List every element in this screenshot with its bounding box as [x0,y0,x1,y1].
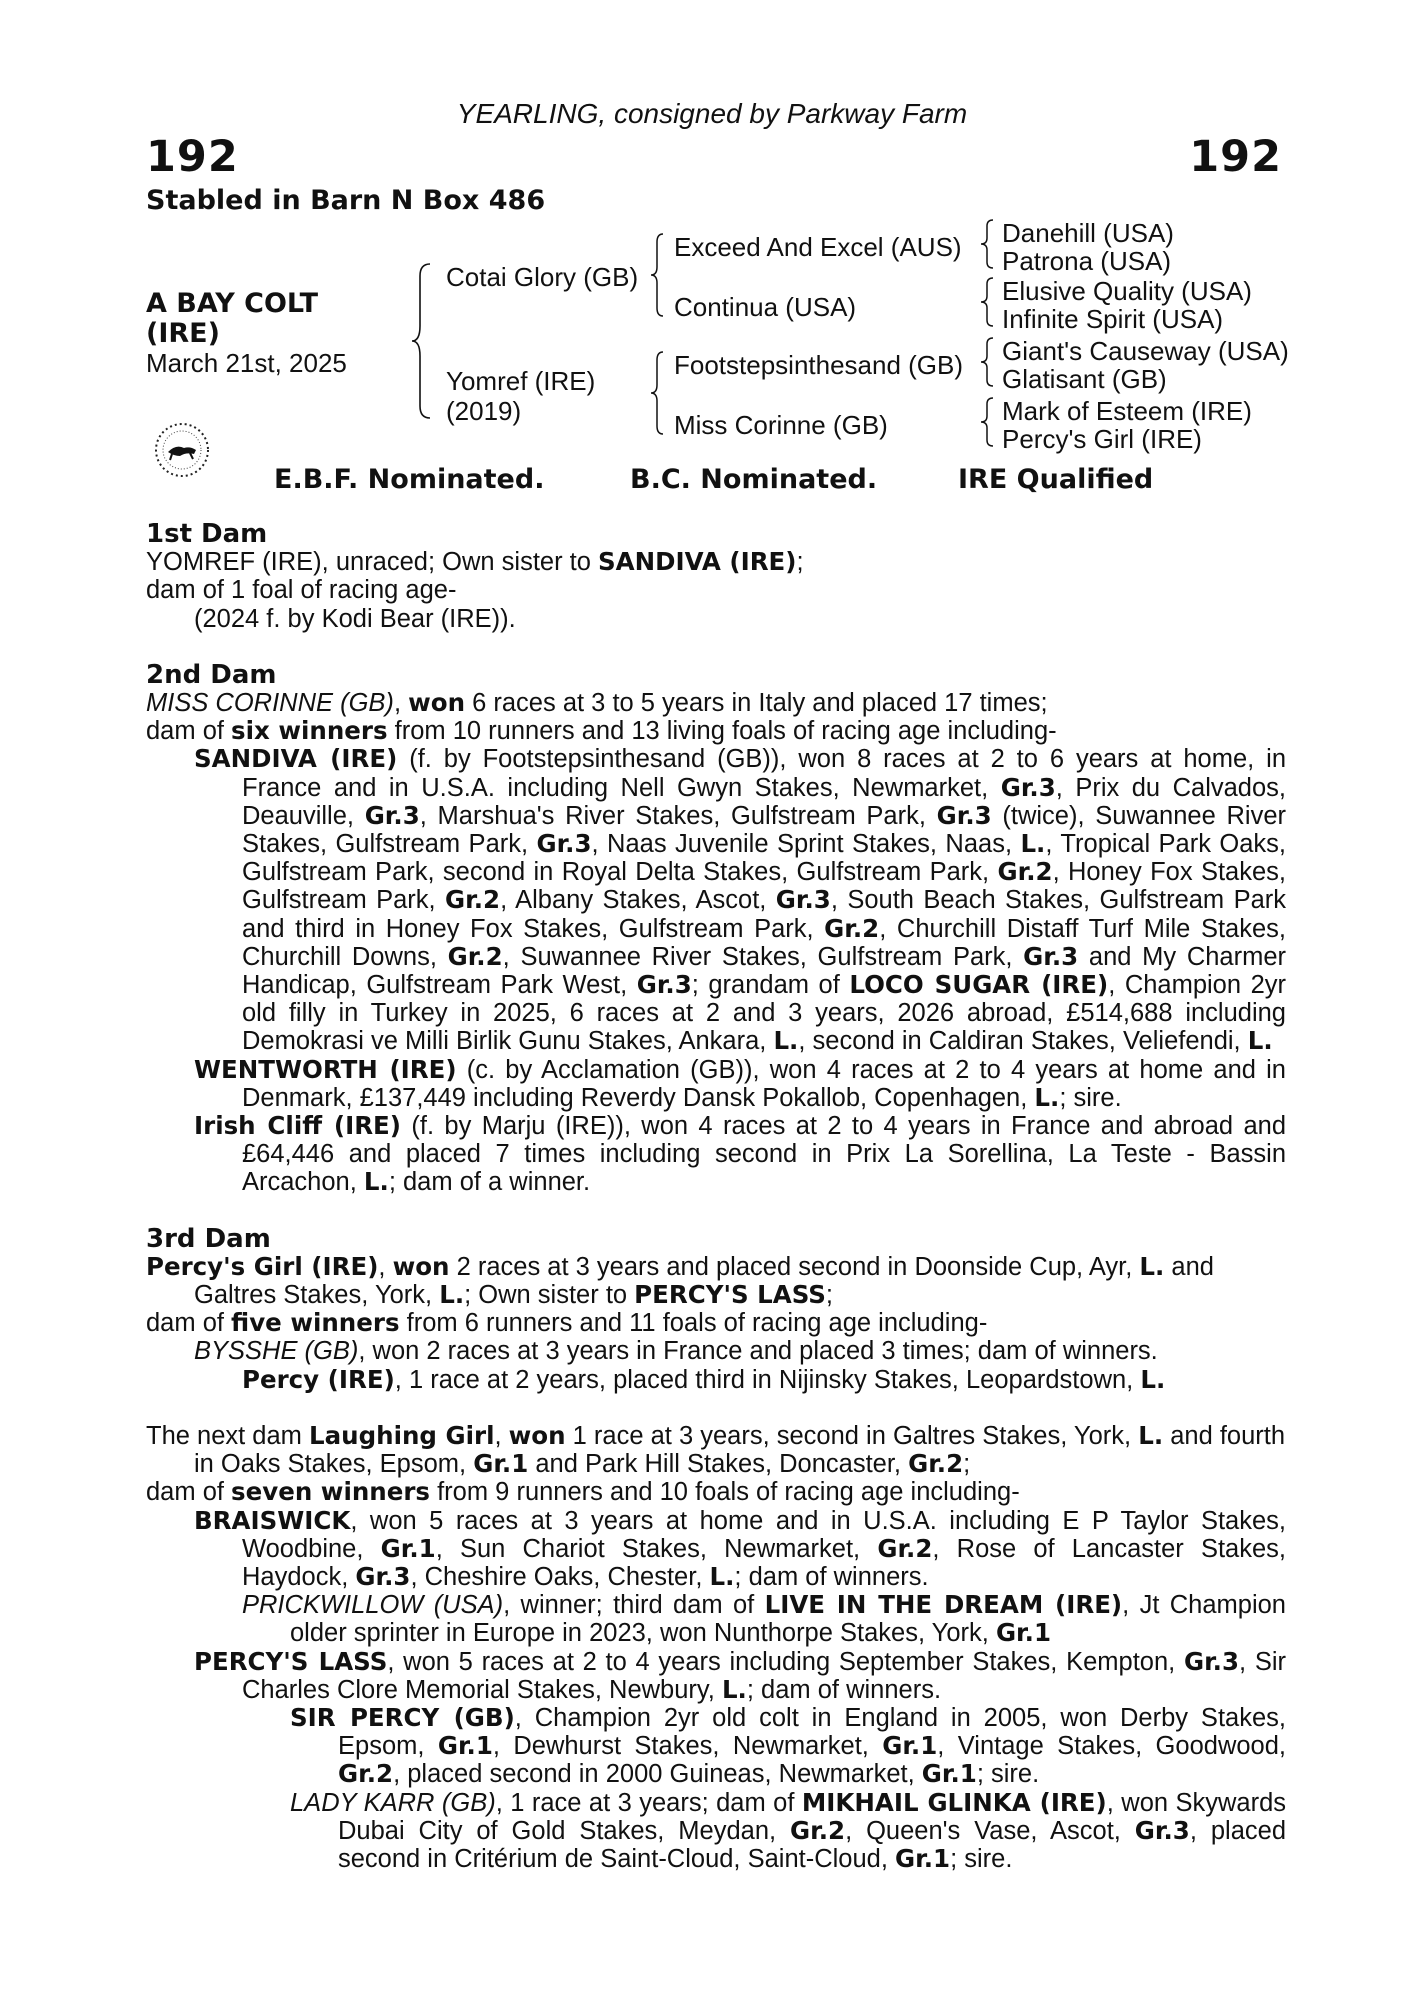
pedigree-gen3-4: Infinite Spirit (USA) [1002,304,1224,334]
pedigree-sire-dam: Continua (USA) [674,292,857,322]
pedigree-brace-main [410,262,432,425]
pedigree-dam-year: (2019) [446,396,522,426]
lot-number-left: 192 [146,132,239,182]
second-dam-produce: dam of six winners from 10 runners and 13 living foals of racing age including- [146,716,1057,746]
pedigree-brace-sire [650,232,664,323]
pedigree-gen3-2: Patrona (USA) [1002,246,1172,276]
catalogue-body [146,520,1286,1873]
first-dam-line: YOMREF (IRE), unraced; Own sister to SANDIVA (IRE); [146,547,804,577]
first-dam-foal: (2024 f. by Kodi Bear (IRE)). [194,604,516,633]
produce-entry-percy: Percy (IRE), 1 race at 2 years, placed third in Nijinsky Stakes, Leopardstown, L. [242,1364,1166,1394]
foaling-date: March 21st, 2025 [146,348,347,378]
pedigree-dam-sire: Footstepsinthesand (GB) [674,350,964,380]
stabled-location: Stabled in Barn N Box 486 [146,185,546,216]
produce-entry-percys-lass: PERCY'S LASS, won 5 races at 2 to 4 years including September Stakes, Kempton, Gr.3, Sir Charles Clore Memorial Stakes, Newbury, L.; dam of winners. [194,1646,1287,1704]
bc-nominated: B.C. Nominated. [630,464,878,495]
produce-entry-lady-karr: LADY KARR (GB), 1 race at 3 years; dam of MIKHAIL GLINKA (IRE), won Skywards Dubai City of Gold Stakes, Meydan, Gr.2, Queen's Vase, Ascot, Gr.3, placed second in Critérium de Saint-Cloud, Saint-Cloud, Gr.1; sire. [290,1787,1287,1873]
produce-entry-sandiva: SANDIVA (IRE) (f. by Footstepsinthesand (GB)), won 8 races at 2 to 6 years at home, in France and in U.S.A. including Nell Gwyn Stakes, Newmarket, Gr.3, Prix du Calvados, Deauville, Gr.3, Marshua's River Stakes, Gulfstream Park, Gr.3 (twice), Suwannee River Stakes, Gulfstream Park, Gr.3, Naas Juvenile Sprint Stakes, Naas, L., Tropical Park Oaks, Gulfstream Park, second in Royal Delta Stakes, Gulfstream Park, Gr.2, Honey Fox Stakes, Gulfstream Park, Gr.2, Albany Stakes, Ascot, Gr.3, South Beach Stakes, Gulfstream Park and third in Honey Fox Stakes, Gulfstream Park, Gr.2, Churchill Distaff Turf Mile Stakes, Churchill Downs, Gr.2, Suwannee River Stakes, Gulfstream Park, Gr.3 and My Charmer Handicap, Gulfstream Park West, Gr.3; grandam of LOCO SUGAR (IRE), Champion 2yr old filly in Turkey in 2025, 6 races at 2 and 3 years, 2026 abroad, £514,688 including Demokrasi ve Milli Birlik Gunu Stakes, Ankara, L., second in Caldiran Stakes, Veliefendi, L. [194,744,1287,1056]
horse-description: A BAY COLT [146,288,319,319]
third-dam-heading: 3rd Dam [146,1223,271,1254]
pedigree-gen3-1: Danehill (USA) [1002,218,1174,248]
produce-entry-braiswick: BRAISWICK, won 5 races at 3 years at home and in U.S.A. including E P Taylor Stakes, Woodbine, Gr.1, Sun Chariot Stakes, Newmarket, Gr.2, Rose of Lancaster Stakes, Haydock, Gr.3, Cheshire Oaks, Chester, L.; dam of winners. [194,1505,1287,1591]
ebf-seal-icon [150,418,214,482]
pedigree-brace-g3 [980,336,994,393]
pedigree-brace-g1 [980,218,994,275]
next-dam-produce: dam of seven winners from 9 runners and 10 foals of racing age including- [146,1477,1020,1507]
second-dam-line: MISS CORINNE (GB), won 6 races at 3 to 5 years in Italy and placed 17 times; [146,688,1048,718]
lot-number-right: 192 [1189,132,1282,182]
first-dam-produce: dam of 1 foal of racing age- [146,576,457,605]
next-dam-line: The next dam Laughing Girl, won 1 race at 3 years, second in Galtres Stakes, York, L. and fourth in Oaks Stakes, Epsom, Gr.1 and Park Hill Stakes, Doncaster, Gr.2; [146,1420,1286,1479]
pedigree-brace-g4 [980,396,994,453]
pedigree-brace-g2 [980,276,994,333]
consignment-line: YEARLING, consigned by Parkway Farm [456,98,968,129]
first-dam-heading: 1st Dam [146,519,268,549]
pedigree-gen3-8: Percy's Girl (IRE) [1002,424,1202,454]
pedigree-gen3-3: Elusive Quality (USA) [1002,276,1252,306]
pedigree-gen3-6: Glatisant (GB) [1002,364,1167,394]
ire-qualified: IRE Qualified [958,464,1154,495]
pedigree-gen3-7: Mark of Esteem (IRE) [1002,396,1252,426]
produce-entry-prickwillow: PRICKWILLOW (USA), winner; third dam of LIVE IN THE DREAM (IRE), Jt Champion older sprinter in Europe in 2023, won Nunthorpe Stakes, York, Gr.1 [242,1590,1286,1648]
third-dam-line: Percy's Girl (IRE), won 2 races at 3 years and placed second in Doonside Cup, Ayr, L. and Galtres Stakes, York, L.; Own sister to PERCY'S LASS; [146,1251,1214,1310]
third-dam-produce: dam of five winners from 6 runners and 11 foals of racing age including- [146,1308,988,1338]
pedigree-sire: Cotai Glory (GB) [446,262,639,292]
produce-entry-bysshe: BYSSHE (GB), won 2 races at 3 years in France and placed 3 times; dam of winners. [194,1337,1158,1366]
pedigree-sire-sire: Exceed And Excel (AUS) [674,232,962,262]
produce-entry-wentworth: WENTWORTH (IRE) (c. by Acclamation (GB)), won 4 races at 2 to 4 years at home and in Denmark, £137,449 including Reverdy Dansk Pokallob, Copenhagen, L.; sire. [194,1054,1286,1112]
pedigree-gen3-5: Giant's Causeway (USA) [1002,336,1289,366]
pedigree-brace-dam [650,350,664,441]
second-dam-heading: 2nd Dam [146,659,277,690]
pedigree-dam-dam: Miss Corinne (GB) [674,410,888,440]
ebf-nominated: E.B.F. Nominated. [274,464,545,495]
horse-country: (IRE) [146,318,220,349]
pedigree-dam: Yomref (IRE) [446,366,596,396]
produce-entry-sir-percy: SIR PERCY (GB), Champion 2yr old colt in England in 2005, won Derby Stakes, Epsom, Gr.1, Dewhurst Stakes, Newmarket, Gr.1, Vintage Stakes, Goodwood, Gr.2, placed second in 2000 Guineas, Newmarket, Gr.1; sire. [290,1702,1286,1789]
produce-entry-irish-cliff: Irish Cliff (IRE) (f. by Marju (IRE)), won 4 races at 2 to 4 years in France and abroad and £64,446 and placed 7 times including second in Prix La Sorellina, La Teste - Bassin Arcachon, L.; dam of a winner. [194,1111,1287,1197]
